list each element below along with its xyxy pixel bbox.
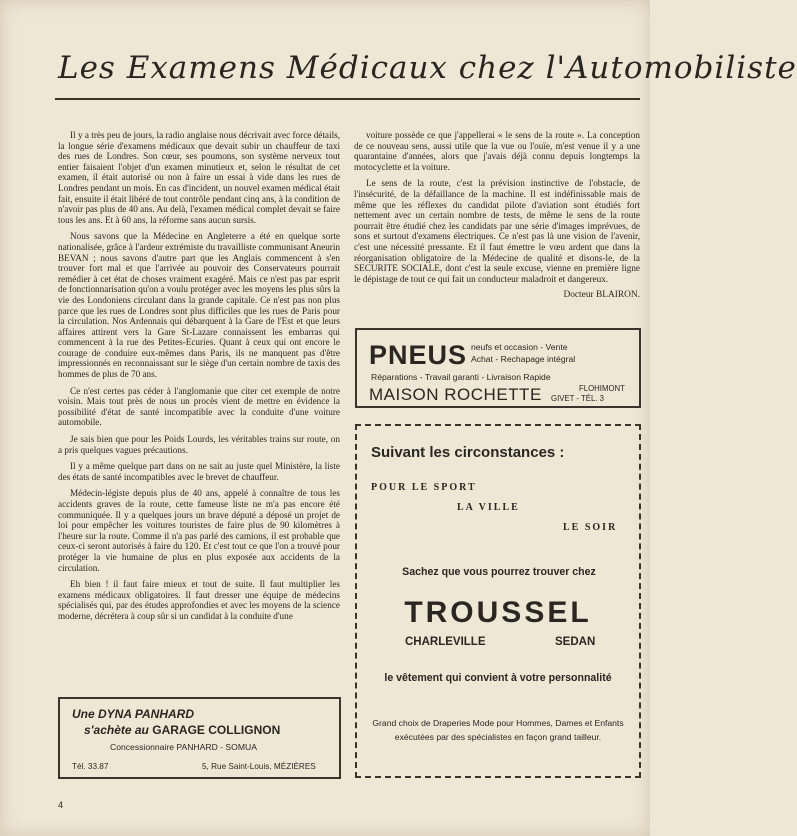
dyna-address: 5, Rue Saint-Louis, MÉZIÈRES: [202, 762, 316, 771]
dyna-phone: Tél. 33.87: [72, 762, 109, 771]
troussel-slogan: le vêtement qui convient à votre personnalité: [384, 672, 612, 684]
troussel-city-charleville: CHARLEVILLE: [405, 636, 486, 648]
paragraph: Eh bien ! il faut faire mieux et tout de suite. Il faut multiplier les examens médicaux obligatoires. Il faut dresser une équipe de médecins spécialisés qui, par des études approfondies et avec les moyens de la science moderne, décrétera à coup sûr si un candidat à la conduite d'une: [58, 579, 340, 621]
troussel-line-sport: POUR LE SPORT: [371, 482, 477, 493]
pneus-line-2: Achat - Rechapage intégral: [471, 354, 576, 364]
paragraph: Je sais bien que pour les Poids Lourds, les véritables trains sur route, on a pris quelques vagues précautions.: [58, 434, 340, 455]
title-rule: [55, 98, 640, 100]
troussel-sachez: Sachez que vous pourrez trouver chez: [402, 566, 596, 578]
dyna-garage-name: GARAGE COLLIGNON: [152, 723, 281, 737]
article-left-column: [58, 130, 340, 628]
troussel-brand: TROUSSEL: [404, 596, 592, 629]
paragraph: Nous savons que la Médecine en Angleterre a été en quelque sorte nationalisée, grâce à l'ardeur extrémiste du travailliste communisant Aneurin BEVAN ; nous savons d'autre part que les Anglais commencent à s'en trouver fort mal et que l'arrivée au pouvoir des Conservateurs pourrait remédier à cet état de choses vraiment exagéré. Mais ce n'est pas par esprit de fonctionnarisation qu'on a voulu protéger avec les moyens les plus sûrs la vie des Londoniens circulant dans la grande capitale. Ce n'est pas non plus parce que les rues de Londres sont plus difficiles que les rues de Paris pour la circulation. Nos Ardennais qui débarquent à la Gare de l'Est et que leurs affaires attirent vers la Gare St-Lazare connaissent les embarras qui commencent à la rue des Petites-Ecuries. Quant à ceux qui ont encore le courage de conduire eux-mêmes dans Paris, ils ne manquent pas d'être impressionnés en reconnaissant sur le siège d'un certain nombre de taxis des hommes de plus de 70 ans.: [58, 231, 340, 380]
dyna-line-1: Une DYNA PANHARD: [72, 707, 195, 721]
page-number: 4: [58, 800, 64, 810]
pneus-phone: GIVET - TÉL. 3: [551, 394, 605, 403]
dyna-line-2: [84, 723, 280, 737]
article-right-column: [354, 130, 640, 307]
advertisement-dyna-panhard: [58, 697, 341, 779]
troussel-line-soir: LE SOIR: [563, 522, 618, 533]
pneus-maison: MAISON ROCHETTE: [369, 385, 542, 404]
troussel-heading: Suivant les circonstances :: [371, 444, 565, 461]
paragraph: Il y a même quelque part dans on ne sait au juste quel Ministère, la liste des états de santé incompatibles avec le brevet de chauffeur.: [58, 461, 340, 482]
pneus-line-3: Réparations - Travail garanti - Livraison Rapide: [371, 372, 551, 382]
paragraph: Médecin-légiste depuis plus de 40 ans, appelé à connaître de tous les accidents graves de la route, cette fameuse liste ne m'a pas encore été communiquée. Il y a quelques jours un brave député a déposé un projet de loi pour empêcher les voitures touristes de faire plus de 90 kilomètres à l'heure sur la route. Comme il n'a pas parlé des camions, il est probable que ceux-ci seront autorisés à faire du 120. Et c'est tout ce que l'on a trouvé pour protéger la vie humaine de plus en plus exposée aux accidents de la circulation.: [58, 488, 340, 573]
paragraph: Le sens de la route, c'est la prévision instinctive de l'obstacle, de l'insécurité, de la défaillance de la machine. Il est indéfinissable mais de même que les réflexes du candidat pilote d'aviation sont étudiés fort nettement avec un certain nombre de tests, de même le sens de la route pourrait être étudié chez les candidats par une série d'images imprévues, de sons et surtout d'examens électriques. Ce n'est pas là une vision de l'avenir, c'est une nécessité pressante. Et il faut émettre le vœu ardent que dans la réorganisation obligatoire de la Médecine de qualité et disons-le, de la SECURITE SOCIALE, dont c'est la seule excuse, vienne en première ligne le dépistage de tout ce qui fait un conducteur maladroit et dangereux.: [354, 178, 640, 284]
pneus-location: FLOHIMONT: [579, 384, 625, 393]
troussel-line-ville: LA VILLE: [457, 502, 520, 513]
troussel-description: Grand choix de Draperies Mode pour Hommes, Dames et Enfants exécutées par des spécialistes en façon grand tailleur.: [372, 718, 624, 742]
paragraph: voiture possède ce que j'appellerai « le sens de la route ». La conception de ce nouveau sens, aussi utile que la vue ou l'ouïe, m'est venue il y a une quarantaine d'années, alors que j'avais déjà connu depuis longtemps la motocyclette et la voiture.: [354, 130, 640, 172]
paragraph: Ce n'est certes pas céder à l'anglomanie que citer cet exemple de notre voisin. Mais tout près de nous un procès vient de mettre en évidence la possibilité d'état de santé incompatible avec la conduite d'une voiture automobile.: [58, 385, 340, 428]
advertisement-troussel: [355, 424, 641, 778]
article-title: Les Examens Médicaux chez l'Automobiliste: [58, 50, 797, 86]
advertisement-pneus: [355, 328, 641, 408]
dyna-concessionnaire: Concessionnaire PANHARD - SOMUA: [110, 742, 257, 752]
pneus-title: PNEUS: [369, 340, 468, 370]
pneus-line-1: neufs et occasion - Vente: [471, 342, 568, 352]
dyna-line-2-lead: s'achète au: [84, 723, 149, 737]
troussel-city-sedan: SEDAN: [555, 636, 596, 648]
paragraph: Il y a très peu de jours, la radio anglaise nous décrivait avec force détails, la longue série d'examens médicaux que devait subir un chauffeur de taxi des rues de Londres. Son cœur, ses poumons, son système nerveux tout entier faisaient l'objet d'un examen minutieux et, selon le résultat de cet examen, il était autorisé ou non à faire un essai à vide dans les rues de Londres pendant un mois. En cas d'incident, un nouvel examen médical était fait, ensuite il était libéré de tout contrôle pendant cinq ans, à la condition de n'avoir pas plus de 40 ans. Au delà, l'examen médical complet devait se faire tous les ans. Et à 60 ans, la réforme sans aucun sursis.: [58, 130, 340, 225]
author-signature: Docteur BLAIRON.: [563, 290, 640, 301]
